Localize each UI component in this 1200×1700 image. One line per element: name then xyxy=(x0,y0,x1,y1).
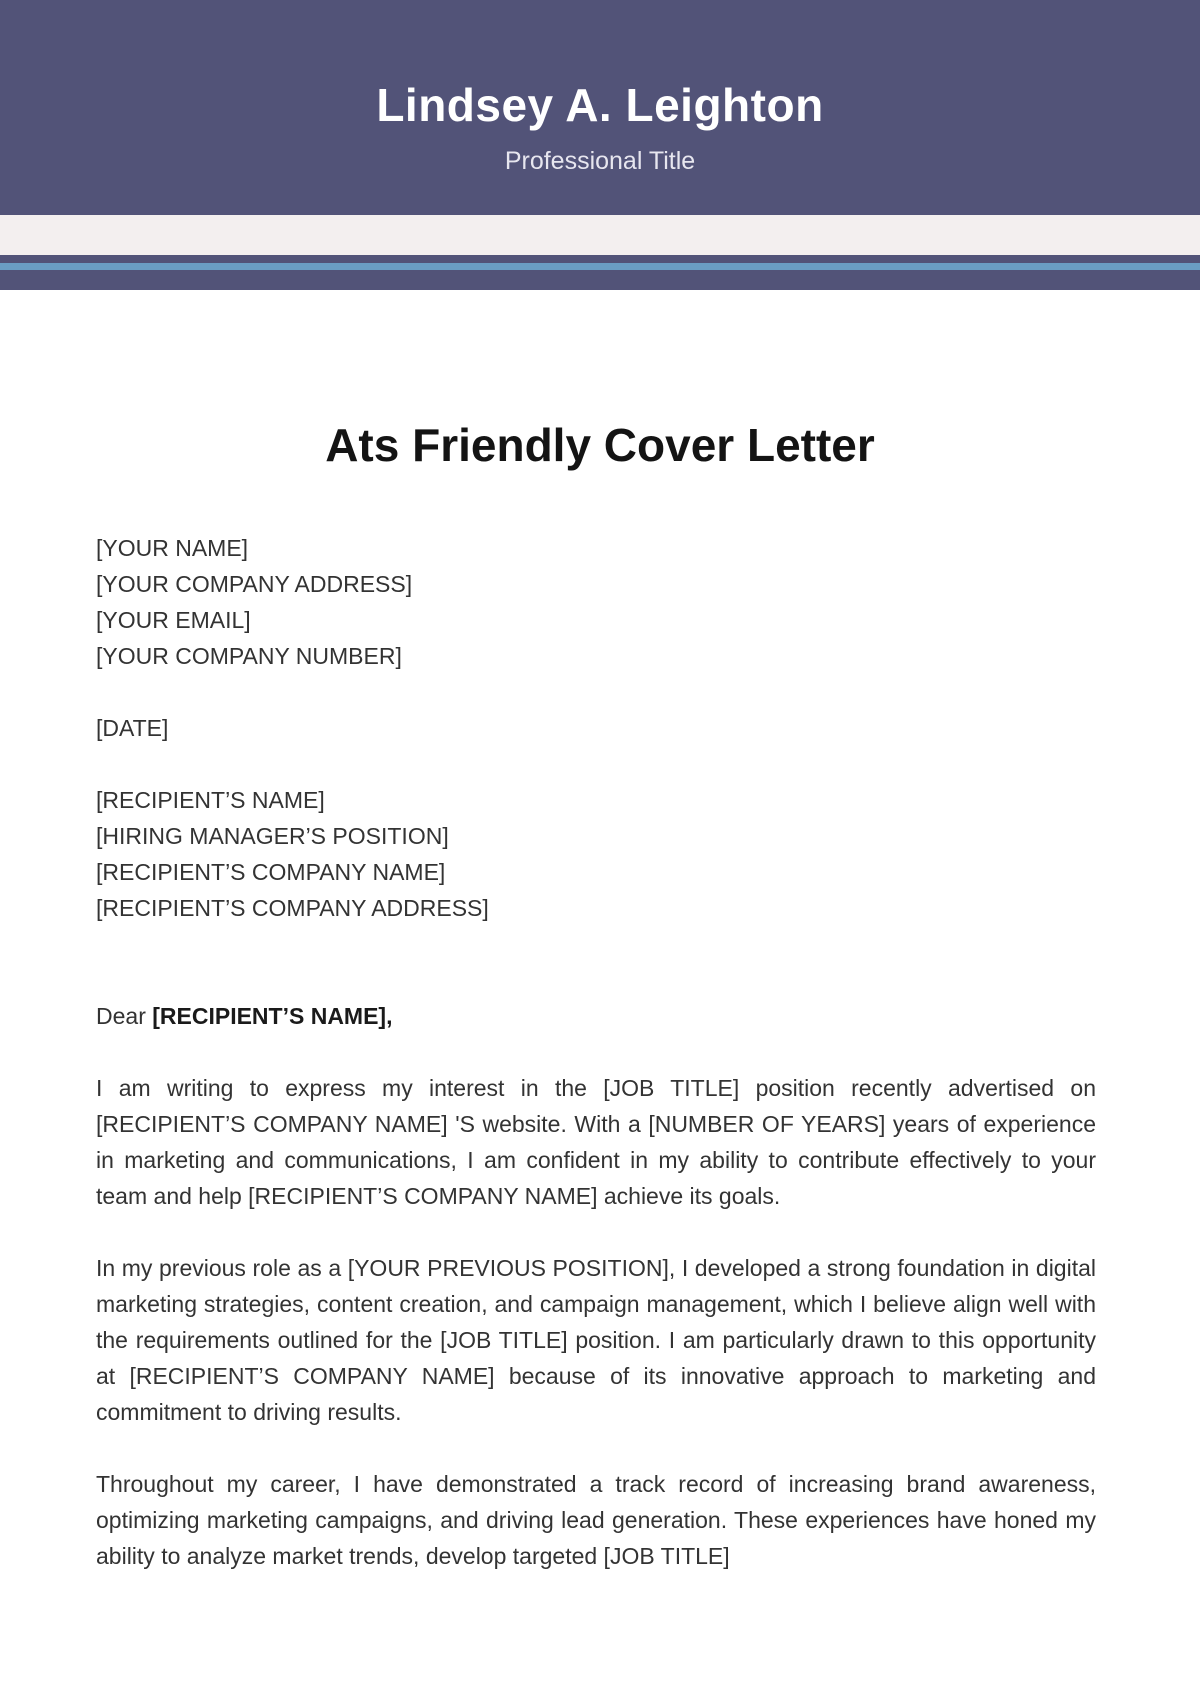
sender-address: [YOUR COMPANY ADDRESS] xyxy=(96,571,413,597)
decorative-band-dark xyxy=(0,255,1200,263)
sender-email: [YOUR EMAIL] xyxy=(96,607,251,633)
paragraph-achievements: Throughout my career, I have demonstrated a track record of increasing brand awareness, optimizing marketing campaigns, and driving lead generation. These experiences have honed my ability to analyze market trends, develop targeted [JOB TITLE] xyxy=(96,1471,1096,1569)
salutation-recipient: [RECIPIENT’S NAME], xyxy=(152,1003,393,1029)
letter-body xyxy=(96,530,1096,1574)
header-professional-title: Professional Title xyxy=(504,147,696,175)
decorative-band-dark-lower xyxy=(0,270,1200,290)
paragraph-intro: I am writing to express my interest in the [JOB TITLE] position recently advertised on [RECIPIENT’S COMPANY NAME] 'S website. With a [NUMBER OF YEARS] years of experience in marketing and communications, I am confident in my ability to contribute effectively to your team and help [RECIPIENT’S COMPANY NAME] achieve its goals. xyxy=(96,1075,1096,1209)
recipient-block xyxy=(96,782,1096,926)
recipient-position: [HIRING MANAGER’S POSITION] xyxy=(96,823,449,849)
decorative-band-blue xyxy=(0,263,1200,270)
sender-block xyxy=(96,530,1096,674)
salutation-prefix: Dear xyxy=(96,1003,153,1029)
sender-number: [YOUR COMPANY NUMBER] xyxy=(96,643,402,669)
decorative-band-light xyxy=(0,215,1200,255)
letterhead-header xyxy=(0,0,1200,215)
recipient-company-address: [RECIPIENT’S COMPANY ADDRESS] xyxy=(96,895,489,921)
recipient-name: [RECIPIENT’S NAME] xyxy=(96,787,325,813)
salutation xyxy=(96,998,1096,1034)
paragraph-experience: In my previous role as a [YOUR PREVIOUS POSITION], I developed a strong foundation in digital marketing strategies, content creation, and campaign management, which I believe align well with the requirements outlined for the [JOB TITLE] position. I am particularly drawn to this opportunity at [RECIPIENT’S COMPANY NAME] because of its innovative approach to marketing and commitment to driving results. xyxy=(96,1255,1096,1425)
document-title: Ats Friendly Cover Letter xyxy=(325,419,875,471)
sender-name: [YOUR NAME] xyxy=(96,535,249,561)
letter-date: [DATE] xyxy=(96,715,169,741)
header-name: Lindsey A. Leighton xyxy=(376,79,824,131)
date-block xyxy=(96,710,1096,746)
recipient-company-name: [RECIPIENT’S COMPANY NAME] xyxy=(96,859,446,885)
